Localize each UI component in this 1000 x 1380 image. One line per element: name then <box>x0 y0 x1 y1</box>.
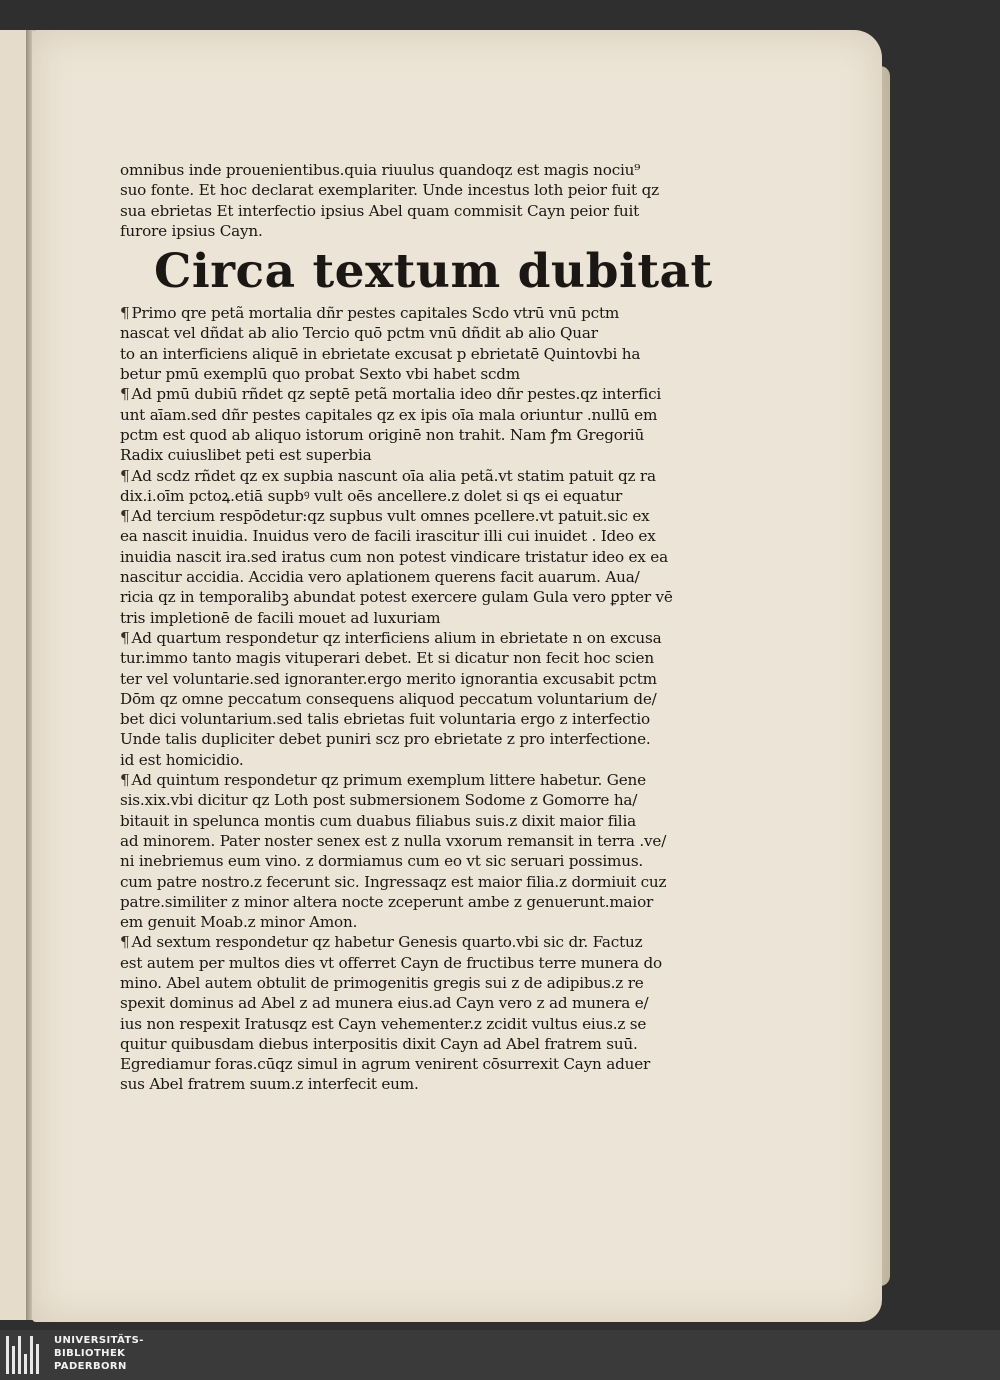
text-line: ¶ Ad quartum respondetur qz interficiens alium in ebrietate n on excusa <box>120 628 680 648</box>
text-line: bitauit in spelunca montis cum duabus filiabus suis.z dixit maior filia <box>120 811 636 830</box>
text-line: Unde talis dupliciter debet puniri scz pro ebrietate z pro interfectione. <box>120 730 651 749</box>
text-line: sua ebrietas Et interfectio ipsius Abel quam commisit Cayn peior fuit <box>120 201 640 220</box>
text-line: patre.similiter z minor altera nocte zceperunt ambe z genuerunt.maior <box>120 892 654 911</box>
library-name-line2: BIBLIOTHEK <box>54 1348 126 1359</box>
text-line: tris impletionē de facili mouet ad luxuriam <box>120 608 441 627</box>
text-line: Dōm qz omne peccatum consequens aliquod peccatum voluntarium de/ <box>120 689 657 708</box>
text-block <box>120 160 713 1095</box>
text-line: id est homicidio. <box>120 750 244 769</box>
text-line: betur pmū exemplū quo probat Sexto vbi habet scdm <box>120 365 520 384</box>
section-heading: Circa textum dubitat <box>154 244 713 300</box>
library-name <box>54 1334 144 1373</box>
text-line: bet dici voluntarium.sed talis ebrietas fuit voluntaria ergo z interfectio <box>120 710 650 729</box>
library-name-line1: UNIVERSITÄTS- <box>54 1335 144 1346</box>
text-line: dix.i.oīm pctoꝝ.etiā supbꝰ vult oēs ancellere.z dolet si qs ei equatur <box>120 486 623 505</box>
text-line: quitur quibusdam diebus interpositis dixit Cayn ad Abel fratrem suū. <box>120 1034 638 1053</box>
text-line: ¶ Ad quintum respondetur qz primum exemplum littere habetur. Gene <box>120 770 680 790</box>
text-line: suo fonte. Et hoc declarat exemplariter. Unde incestus loth peior fuit qz <box>120 181 659 200</box>
library-logo-icon <box>6 1336 46 1374</box>
text-line: em genuit Moab.z minor Amon. <box>120 913 358 932</box>
text-line: Egrediamur foras.cūqz simul in agrum venirent cōsurrexit Cayn aduer <box>120 1055 651 1074</box>
text-line: mino. Abel autem obtulit de primogenitis gregis sui z de adipibus.z re <box>120 973 644 992</box>
text-line: ricia qz in temporalibꝫ abundat potest exercere gulam Gula vero ꝑpter vē <box>120 588 673 607</box>
text-line: sis.xix.vbi dicitur qz Loth post submersionem Sodome z Gomorre ha/ <box>120 791 638 810</box>
text-line: ni inebriemus eum vino. z dormiamus cum eo vt sic seruari possimus. <box>120 852 644 871</box>
text-line: nascat vel dñdat ab alio Tercio quō pctm vnū dñdit ab alio Quar <box>120 324 598 343</box>
library-footer <box>0 1330 1000 1380</box>
text-line: omnibus inde prouenientibus.quia riuulus quandoqz est magis nociu⁹ <box>120 161 641 179</box>
body-lines <box>120 303 680 1095</box>
text-line: spexit dominus ad Abel z ad munera eius.ad Cayn vero z ad munera e/ <box>120 994 649 1013</box>
text-line: ad minorem. Pater noster senex est z nulla vxorum remansit in terra .ve/ <box>120 831 667 850</box>
text-line: nascitur accidia. Accidia vero aplationem querens facit auarum. Aua/ <box>120 568 640 587</box>
text-line: ¶ Ad sextum respondetur qz habetur Genesis quarto.vbi sic dr. Factuz <box>120 932 680 952</box>
text-line: ius non respexit Iratusqz est Cayn vehementer.z zcidit vultus eius.z se <box>120 1014 647 1033</box>
text-line: cum patre nostro.z fecerunt sic. Ingressaqz est maior filia.z dormiuit cuz <box>120 872 667 891</box>
text-line: Radix cuiuslibet peti est superbia <box>120 446 372 465</box>
text-line: ter vel voluntarie.sed ignoranter.ergo merito ignorantia excusabit pctm <box>120 669 657 688</box>
text-line: pctm est quod ab aliquo istorum originē non trahit. Nam ꝭm Gregoriū <box>120 425 645 444</box>
text-line: tur.immo tanto magis vituperari debet. Et si dicatur non fecit hoc scien <box>120 649 654 668</box>
intro-lines <box>120 160 680 241</box>
text-line: to an interficiens aliquē in ebrietate excusat p ebrietatē Quintovbi ha <box>120 344 641 363</box>
text-line: est autem per multos dies vt offerret Cayn de fructibus terre munera do <box>120 953 662 972</box>
library-name-line3: PADERBORN <box>54 1361 127 1372</box>
left-page-edge <box>0 30 28 1320</box>
text-line: ¶ Ad tercium respōdetur:qz supbus vult omnes pcellere.vt patuit.sic ex <box>120 506 680 526</box>
text-line: inuidia nascit ira.sed iratus cum non potest vindicare tristatur ideo ex ea <box>120 547 668 566</box>
text-line: ¶ Ad pmū dubiū rñdet qz septē petã mortalia ideo dñr pestes.qz interfici <box>120 384 680 404</box>
text-line: sus Abel fratrem suum.z interfecit eum. <box>120 1075 419 1094</box>
text-line: unt aīam.sed dñr pestes capitales qz ex ipis oīa mala oriuntur .nullū em <box>120 405 658 424</box>
text-line: ea nascit inuidia. Inuidus vero de facili irascitur illi cui inuidet . Ideo ex <box>120 527 656 546</box>
text-line: ¶ Ad scdz rñdet qz ex supbia nascunt oīa alia petã.vt statim patuit qz ra <box>120 466 680 486</box>
text-line: furore ipsius Cayn. <box>120 221 263 240</box>
text-line: ¶ Primo qre petã mortalia dñr pestes capitales Scdo vtrū vnū pctm <box>120 303 680 323</box>
